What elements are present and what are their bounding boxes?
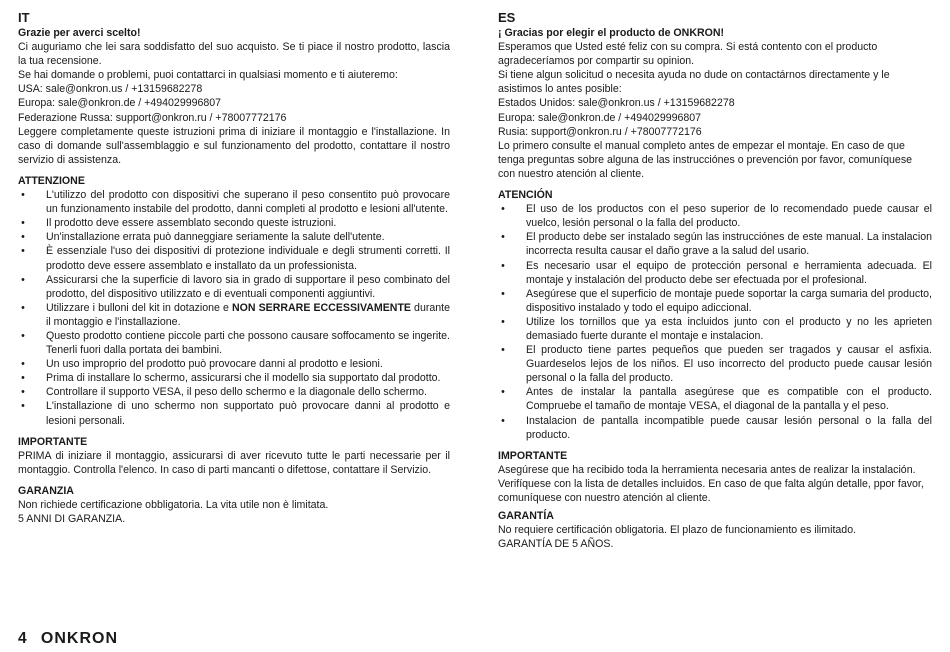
page-number: 4 — [18, 630, 27, 647]
list-item: • El producto tiene partes pequeños que pueden ser tragados y causar el asfixia. Guardeselos lejos de los niños. El uso incorrecto del producto puede causar lesión personal o la falla del producto. — [498, 343, 932, 385]
important-heading: IMPORTANTE — [498, 449, 568, 462]
list-item: • Un uso improprio del prodotto può provocare danni al prodotto e lesioni. — [18, 357, 450, 371]
list-item: • Antes de instalar la pantalla asegúrese que es compatible con el producto. Compruebe el tamaño de montaje VESA, el diagonal de la pantalla y el peso. — [498, 385, 932, 413]
warranty-heading: GARANTÍA — [498, 510, 554, 523]
thanks-heading: ¡ Gracias por elegir el producto de ONKRON! — [498, 27, 725, 39]
read-instructions-paragraph: Lo primero consulte el manual completo antes de empezar el montaje. En caso de que tenga preguntas sobre alguna de las instrucciónes o prevención por favor, comuníquese con nuestro atención al cliente. — [498, 139, 913, 180]
important-paragraph: Asegúrese que ha recibido toda la herramienta necesaria antes de realizar la instalación. Verifíquese con la lista de detalles incluidos. En caso de que falta algún detalle, ppor favor, comuníquese con nuestro atención al cliente. — [498, 463, 924, 504]
warranty-heading: GARANZIA — [18, 484, 74, 497]
list-item: • Prima di installare lo schermo, assicurarsi che il modello sia supportato dal prodotto. — [18, 371, 450, 385]
important-paragraph: PRIMA di iniziare il montaggio, assicurarsi di aver ricevuto tutte le parti necessarie per il montaggio. Controlla l'elenco. In caso di parti mancanti o difettose, contattare il Servizio. — [18, 449, 450, 476]
intro-paragraph: Ci auguriamo che lei sara soddisfatto del suo acquisto. Se ti piace il nostro prodotto, lascia la tua recensione. — [18, 41, 450, 68]
list-item: • Assicurarsi che la superficie di lavoro sia in grado di supportare il peso combinato del prodotto, del dispositivo utilizzato e di eventuali componenti aggiuntivi. — [18, 273, 450, 301]
contact-usa: Estados Unidos: sale@onkron.us / +13159682278 — [498, 97, 735, 110]
brand-logo: ONKRON — [40, 630, 119, 647]
list-item: • Un'installazione errata può danneggiare seriamente la salute dell'utente. — [18, 230, 450, 244]
list-item: • Questo prodotto contiene piccole parti che possono causare soffocamento se ingerite. Tenerli fuori dalla portata dei bambini. — [18, 329, 450, 357]
attention-heading: ATTENZIONE — [18, 174, 85, 187]
language-code: ES — [498, 10, 516, 25]
attention-list — [18, 188, 450, 428]
contact-europe: Europa: sale@onkron.de / +494029996807 — [498, 111, 702, 124]
attention-list — [498, 202, 932, 442]
warranty-years: GARANTÍA DE 5 AÑOS. — [498, 538, 614, 551]
list-item: • Utilize los tornillos que ya esta incluidos junto con el producto y no les aprieten demasiado fuerte durante el montaje e instalacion. — [498, 315, 932, 343]
italian-section — [18, 10, 450, 526]
contact-europe: Europa: sale@onkron.de / +494029996807 — [18, 97, 222, 110]
contact-intro: Se hai domande o problemi, puoi contattarci in qualsiasi momento e ti aiuteremo: — [18, 69, 398, 82]
contact-usa: USA: sale@onkron.us / +13159682278 — [18, 83, 203, 96]
read-instructions-paragraph: Leggere completamente queste istruzioni prima di iniziare il montaggio e l'installazione. In caso di domande sull'assemblaggio e sul funzionamento del prodotto, contattare il nostro servizio di assistenza. — [18, 125, 450, 166]
contact-intro: Si tiene algun solicitud o necesita ayuda no dude on contactárnos directamente y le asistimos lo antes posible: — [498, 69, 890, 96]
list-item: • Controllare il supporto VESA, il peso dello schermo e la diagonale dello schermo. — [18, 385, 450, 399]
list-item: • El uso de los productos con el peso superior de lo recomendado puede causar el vuelco, lesión personal o la falla del producto. — [498, 202, 932, 230]
list-item: • Il prodotto deve essere assemblato secondo queste istruzioni. — [18, 216, 450, 230]
warranty-years: 5 ANNI DI GARANZIA. — [18, 513, 126, 526]
spanish-section — [498, 10, 932, 551]
contact-russia: Federazione Russa: support@onkron.ru / +78007772176 — [18, 111, 287, 124]
bolts-text-end: durante il montaggio e l'installazione. — [46, 301, 450, 328]
attention-heading: ATENCIÓN — [498, 189, 553, 202]
bolts-text: Utilizzare i bulloni del kit in dotazione e — [46, 301, 232, 314]
warranty-text: No requiere certificación obligatoria. El plazo de funcionamiento es ilimitado. — [498, 524, 857, 537]
page-footer — [18, 630, 118, 648]
list-item: • È essenziale l'uso dei dispositivi di protezione individuale e degli strumenti corretti. Il prodotto deve essere assemblato e installato da un professionista. — [18, 244, 450, 272]
bolts-warning: NON SERRARE ECCESSIVAMENTE — [231, 301, 411, 314]
list-item: • L'installazione di uno schermo non supportato può provocare danni al prodotto e lesioni personali. — [18, 399, 450, 427]
warranty-text: Non richiede certificazione obbligatoria. La vita utile non è limitata. — [18, 499, 329, 511]
contact-russia: Rusia: support@onkron.ru / +78007772176 — [498, 125, 702, 138]
list-item: • Asegúrese que el superficio de montaje puede soportar la carga sumaria del producto, dispositivo instalado y todo el equipo adiccional. — [498, 287, 932, 315]
language-code: IT — [18, 10, 30, 25]
list-item: • L'utilizzo del prodotto con dispositivi che superano il peso consentito può provocare un funzionamento instabile del prodotto, danni completi al prodotto e lesioni all'utente. — [18, 188, 450, 216]
list-item-bolts — [18, 301, 450, 329]
thanks-heading: Grazie per averci scelto! — [18, 27, 141, 39]
list-item: • Instalacion de pantalla incompatible puede causar lesión personal o la falla del producto. — [498, 414, 932, 442]
important-heading: IMPORTANTE — [18, 435, 88, 448]
list-item: • Es necesario usar el equipo de protección personal e herramienta adecuada. El montaje y instalación del producto debe ser efectuada por el profesional. — [498, 259, 932, 287]
intro-paragraph: Esperamos que Usted esté feliz con su compra. Si está contento con el producto agradeceríamos por compartir su opinion. — [498, 41, 878, 68]
list-item: • El producto debe ser instalado según las instrucciónes de este manual. La instalacion incorrecta resulta causar el daño grave a la salud del usario. — [498, 230, 932, 258]
